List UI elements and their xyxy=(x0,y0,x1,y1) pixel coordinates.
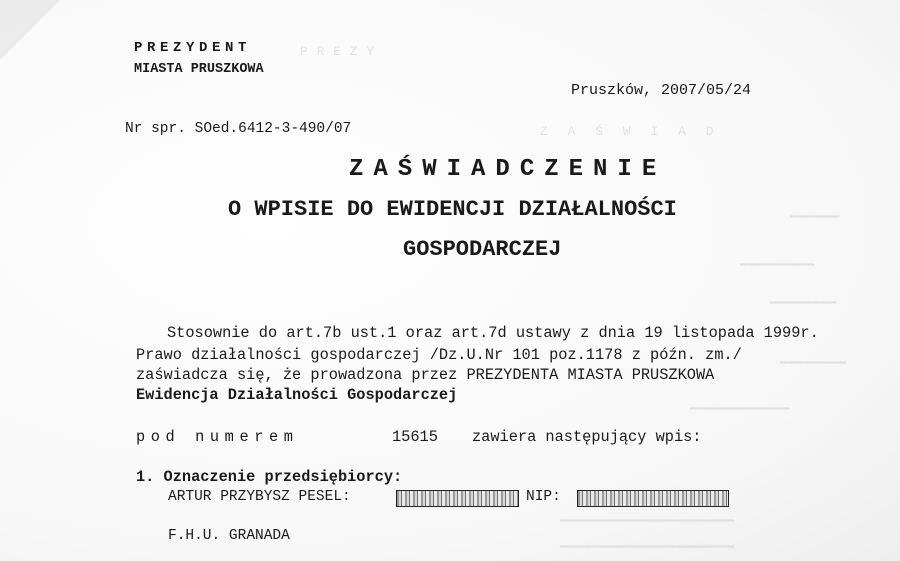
register-number-value: 15615 xyxy=(392,428,438,446)
place-date: Pruszków, 2007/05/24 xyxy=(571,82,752,99)
register-number-label: pod numerem xyxy=(136,428,299,446)
bleed-through: ━━━━━━━━━ xyxy=(740,258,815,273)
body-line-3: zaświadcza się, że prowadzona przez PREZYDENTA MIASTA PRUSZKOWA xyxy=(136,366,715,384)
redacted-pesel xyxy=(396,490,519,507)
register-number-trailer: zawiera następujący wpis: xyxy=(472,428,702,446)
section-1-title: 1. Oznaczenie przedsiębiorcy: xyxy=(136,468,403,486)
bleed-through: ━━━━━━━━━━━━━━━━━━━━━ xyxy=(560,514,735,529)
document-subtitle-line1: O WPISIE DO EWIDENCJI DZIAŁALNOŚCI xyxy=(228,197,677,222)
company-name: F.H.U. GRANADA xyxy=(168,528,290,544)
bleed-through: ━━━━━━━━━━━━ xyxy=(690,402,790,417)
entrepreneur-name-pesel: ARTUR PRZYBYSZ PESEL: xyxy=(168,489,351,505)
bleed-through: ━━━━━━━━━━━━━━━━━━━━━ xyxy=(560,540,735,555)
redacted-nip xyxy=(577,490,729,507)
case-reference: Nr spr. SOed.6412-3-490/07 xyxy=(125,121,352,137)
bleed-through: P R E Z Y xyxy=(300,44,375,59)
document-title: ZAŚWIADCZENIE xyxy=(349,156,667,183)
sender-title: PREZYDENT xyxy=(134,40,252,56)
body-line-2: Prawo działalności gospodarczej /Dz.U.Nr 101 poz.1178 z późn. zm./ xyxy=(136,346,742,364)
nip-label: NIP: xyxy=(526,489,561,505)
paper-fold xyxy=(0,0,60,60)
bleed-through: ━━━━━━━━ xyxy=(780,356,847,371)
bleed-through: ━━━━━━ xyxy=(790,210,840,225)
bleed-through: ━━━━━━━━ xyxy=(770,296,837,311)
sender-city: MIASTA PRUSZKOWA xyxy=(134,62,264,77)
bleed-through: Z A Ś W I A D xyxy=(540,124,720,139)
body-line-4: Ewidencja Działalności Gospodarczej xyxy=(136,386,458,404)
body-line-1: Stosownie do art.7b ust.1 oraz art.7d ustawy z dnia 19 listopada 1999r. xyxy=(167,324,819,342)
document-subtitle-line2: GOSPODARCZEJ xyxy=(403,237,562,262)
